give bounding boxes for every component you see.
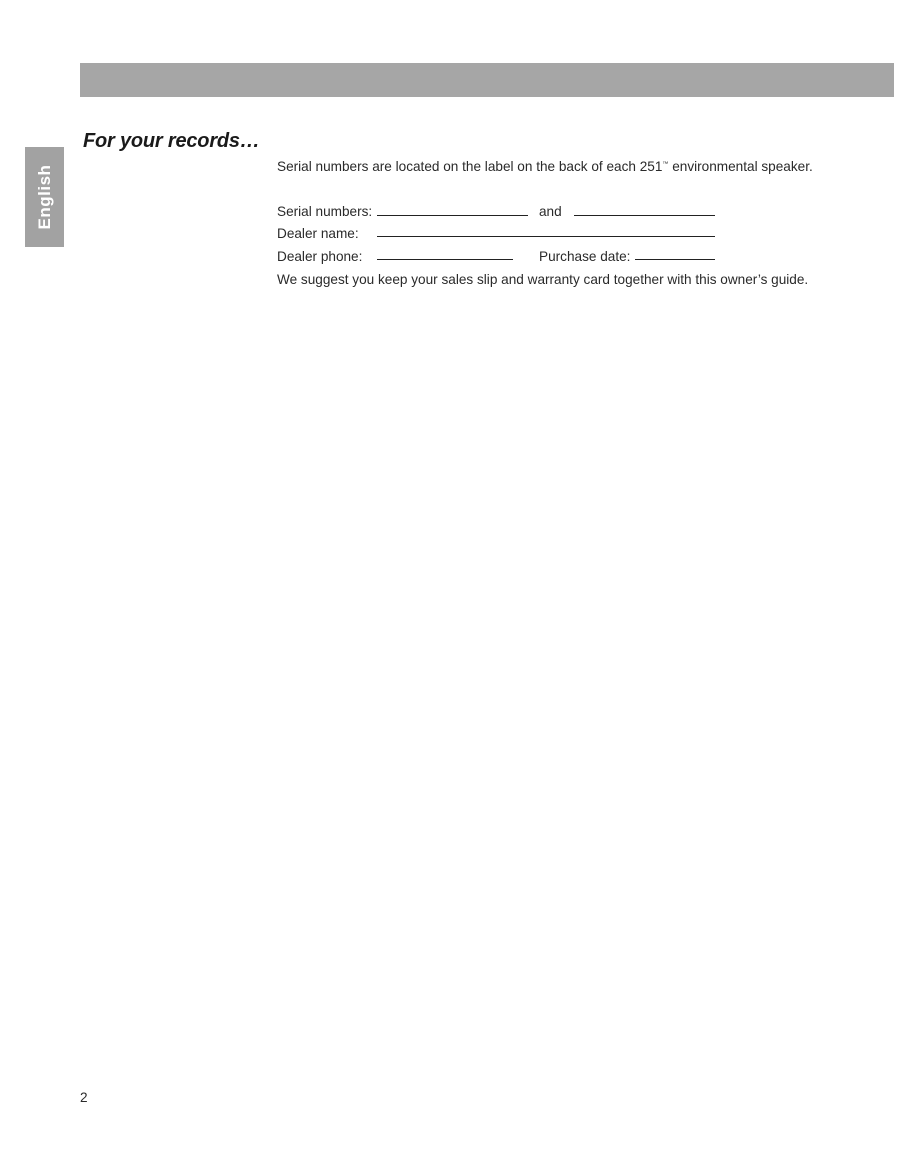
serial-number-2-field[interactable] [574,215,715,216]
dealer-name-label: Dealer name: [277,226,359,241]
page-number: 2 [80,1090,88,1105]
language-tab [25,147,64,247]
intro-text [277,159,813,174]
records-note: We suggest you keep your sales slip and warranty card together with this owner’s guide. [277,272,809,287]
trademark-symbol: ™ [662,161,669,168]
and-label: and [539,204,562,219]
purchase-date-field[interactable] [635,259,715,260]
dealer-phone-label: Dealer phone: [277,249,363,264]
dealer-phone-field[interactable] [377,259,513,260]
header-bar [80,63,894,97]
intro-text-main: Serial numbers are located on the label on the back of each 251 [277,159,663,174]
language-tab-label: English [34,164,54,230]
section-title: For your records… [83,130,260,152]
dealer-name-field[interactable] [377,236,715,237]
serial-numbers-label: Serial numbers: [277,204,373,219]
intro-text-tail: environmental speaker. [668,159,813,174]
purchase-date-label: Purchase date: [539,249,631,264]
serial-number-1-field[interactable] [377,215,528,216]
